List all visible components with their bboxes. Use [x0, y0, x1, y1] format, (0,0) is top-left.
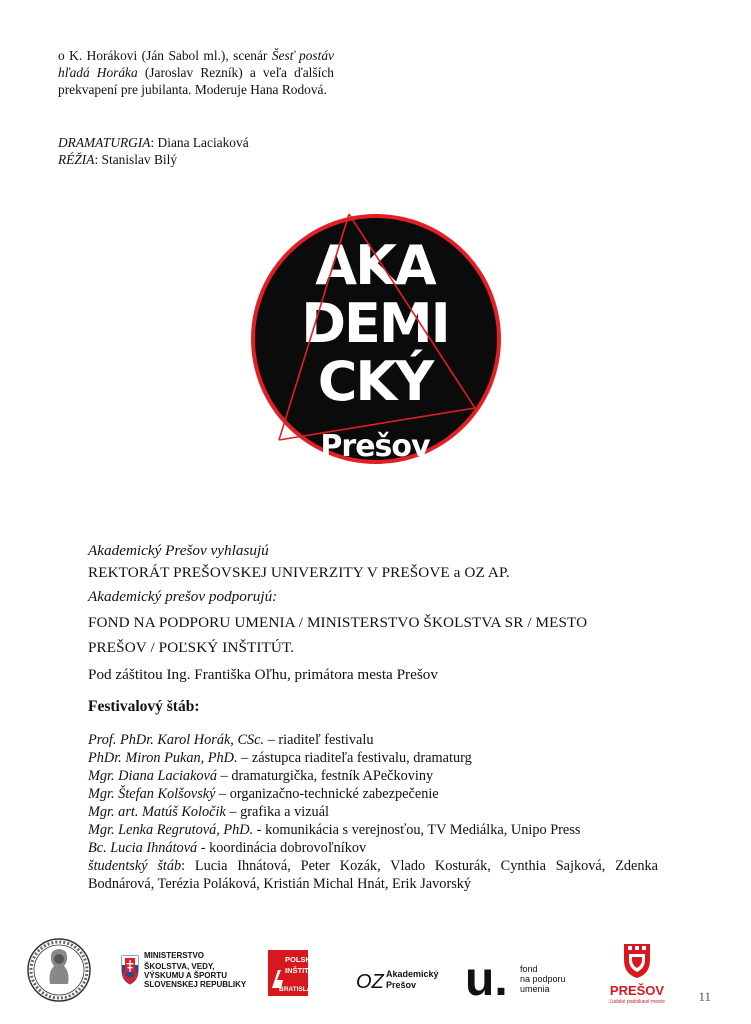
- staff-role: – organizačno-technické zabezpečenie: [215, 786, 439, 802]
- presov-city-logo: [609, 944, 665, 1005]
- staff-name: Prof. PhDr. Karol Horák, CSc.: [88, 732, 265, 748]
- staff-row: [88, 749, 658, 767]
- intro-text-2: (Jaroslav Rezník) a veľa ďalších prekvapení pre jubilanta. Moderuje Hana Rodová.: [58, 65, 334, 98]
- declaration: [88, 540, 688, 686]
- staff-role: - koordinácia dobrovoľníkov: [197, 840, 367, 856]
- staff-name: Mgr. Štefan Kolšovský: [88, 786, 216, 802]
- polish-line-2: INŠTITÚT: [285, 966, 319, 975]
- staff-name: Bc. Lucia Ihnátová: [88, 840, 198, 856]
- oz-mark: OZ: [356, 971, 384, 993]
- ministry-line-2: ŠKOLSTVA, VEDY,: [144, 962, 215, 971]
- oz-logo: [356, 969, 439, 993]
- staff-name: Mgr. art. Matúš Koločik: [88, 804, 226, 820]
- logo-line-2: DEMI: [301, 292, 449, 355]
- staff-list: [88, 731, 658, 893]
- organizers-line: REKTORÁT PREŠOVSKEJ UNIVERZITY V PREŠOVE a OZ AP.: [88, 564, 510, 581]
- fund-line-1: fond: [520, 964, 538, 974]
- polish-line-3: BRATISLAVA: [279, 986, 320, 993]
- announce-line: Akademický Prešov vyhlasujú: [88, 542, 269, 559]
- direction-label: RÉŽIA: [58, 152, 95, 167]
- fund-mark: u.: [465, 953, 508, 1006]
- logo-line-3: CKÝ: [317, 350, 433, 413]
- dramaturgy-credit: [58, 134, 358, 151]
- intro-text-1: o K. Horákovi (Ján Sabol ml.), scenár: [58, 48, 268, 63]
- staff-name: Mgr. Diana Laciaková: [88, 768, 218, 784]
- ministry-line-1: MINISTERSTVO: [144, 951, 205, 960]
- staff-role: – zástupca riaditeľa festivalu, dramaturg: [237, 750, 472, 766]
- direction-name: : Stanislav Bilý: [94, 152, 178, 167]
- logo-line-1: AKA: [315, 234, 435, 297]
- staff-row: [88, 785, 658, 803]
- staff-name: PhDr. Miron Pukan, PhD.: [88, 750, 238, 766]
- oz-line-1: Akademický: [386, 969, 439, 979]
- supporters-line-1: FOND NA PODPORU UMENIA / MINISTERSTVO ŠKOLSTVA SR / MESTO: [88, 614, 588, 631]
- fund-logo: [465, 953, 566, 1006]
- play-title: Šesť postáv hľadá Horáka: [58, 48, 334, 81]
- presov-name: PREŠOV: [609, 983, 665, 998]
- direction-credit: [58, 151, 358, 168]
- staff-role: – dramaturgička, festník APečkoviny: [217, 768, 434, 784]
- staff-role: – grafika a vizuál: [225, 804, 330, 820]
- polish-institute-logo: [268, 950, 320, 996]
- patronage-line: Pod záštitou Ing. Františka Oľhu, primátora mesta Prešov: [88, 666, 438, 683]
- staff-row: [88, 731, 658, 749]
- oz-line-2: Prešov: [386, 980, 417, 990]
- ministry-logo: [122, 951, 247, 989]
- supporters-line-2: PREŠOV / POĽSKÝ INŠTITÚT.: [88, 639, 295, 656]
- students-names-1: : Lucia Ihnátová, Peter Kozák, Vlado Kosturák, Cynthia Sajková, Zdenka: [181, 858, 658, 874]
- university-seal-icon: [28, 939, 90, 1001]
- students-row-2: Bodnárová, Terézia Poláková, Kristián Michal Hnát, Erik Javorský: [88, 876, 472, 892]
- polish-line-1: POLSKÝ: [285, 955, 316, 964]
- page-number: 11: [698, 989, 711, 1004]
- students-row: [88, 857, 658, 875]
- staff-name: Mgr. Lenka Regrutová, PhD.: [88, 822, 254, 838]
- sponsor-logos: [0, 932, 751, 1012]
- credits: [58, 134, 358, 168]
- intro-paragraph: [58, 47, 334, 99]
- staff-role: – riaditeľ festivalu: [264, 732, 374, 748]
- fund-line-2: na podporu: [520, 974, 566, 984]
- ministry-line-4: SLOVENSKEJ REPUBLIKY: [144, 980, 247, 989]
- staff-row: [88, 767, 658, 785]
- dramaturgy-name: : Diana Laciaková: [150, 135, 249, 150]
- staff-row: [88, 803, 658, 821]
- staff-row: [88, 839, 658, 857]
- staff-title: Festivalový štáb:: [88, 698, 200, 715]
- staff-role: - komunikácia s verejnosťou, TV Mediálka, Unipo Press: [253, 822, 581, 838]
- festival-logo: [249, 212, 503, 466]
- students-label: študentský štáb: [88, 858, 182, 874]
- staff-row: [88, 821, 658, 839]
- support-line: Akademický prešov podporujú:: [88, 588, 278, 605]
- presov-slogan: Ľudské podnikavé mesto: [609, 999, 665, 1005]
- logo-line-4: Prešov: [320, 429, 430, 464]
- fund-line-3: umenia: [520, 984, 550, 994]
- dramaturgy-label: DRAMATURGIA: [58, 135, 151, 150]
- ministry-line-3: VÝSKUMU A ŠPORTU: [144, 971, 227, 980]
